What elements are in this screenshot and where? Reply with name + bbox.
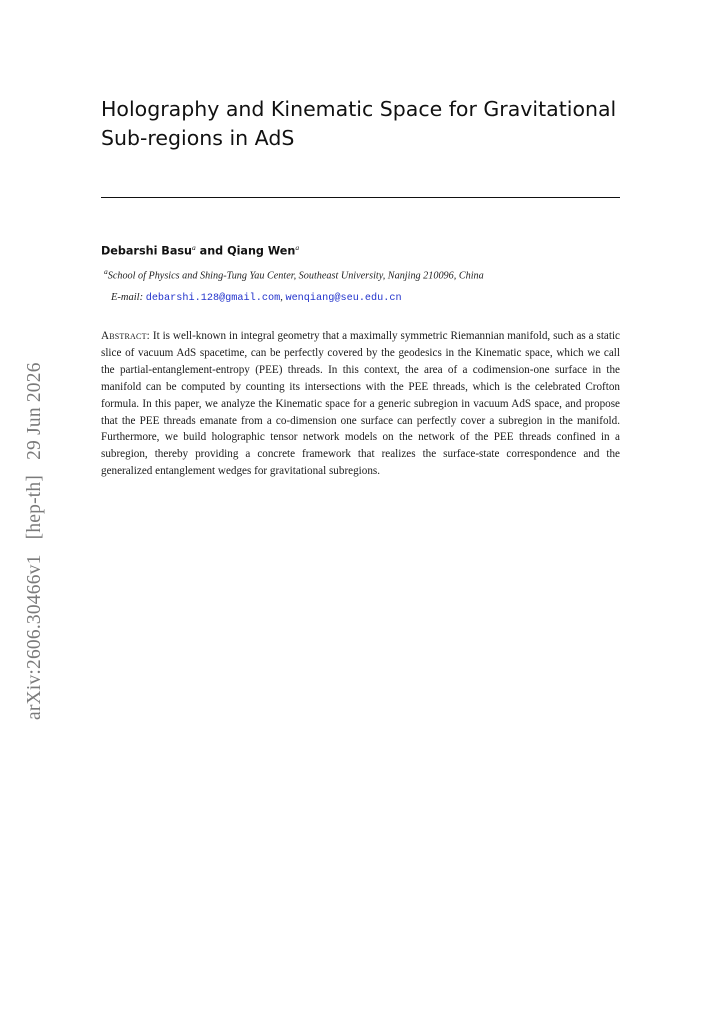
- abstract-heading: Abstract:: [101, 330, 150, 342]
- author-name: Qiang Wen: [227, 244, 296, 258]
- arxiv-id: arXiv:2606.30466v1: [24, 554, 45, 720]
- affiliation-mark: a: [104, 267, 108, 276]
- abstract-text: It is well-known in integral geometry that a maximally symmetric Riemannian manifold, such as a static slice of vacuum AdS spacetime, can be perfectly covered by the geodesics in the Kinematic space, which we call the partial-entanglement-entropy (PEE) threads. In this context, the area of a codimension-one surface in the manifold can be computed by counting its intersections with the PEE threads, which is the celebrated Crofton formula. In this paper, we analyze the Kinematic space for a generic subregion in vacuum AdS space, and propose that the PEE threads emanate from a co-dimension one surface can perfectly cover a subregion in the manifold. Furthermore, we build holographic tensor network models on the network of the PEE threads confined in a subregion, thereby providing a concrete framework that realizes the surface-state correspondence and the generalized entanglement wedges for gravitational subregions.: [101, 330, 620, 478]
- arxiv-identifier-stamp: [20, 290, 50, 720]
- arxiv-category: [hep-th]: [24, 474, 45, 540]
- affiliation-text: School of Physics and Shing-Tung Yau Center, Southeast University, Nanjing 210096, China: [107, 270, 484, 282]
- author-name: Debarshi Basu: [101, 244, 193, 258]
- affiliation-mark: a: [295, 243, 300, 252]
- affiliation-mark: a: [192, 243, 196, 252]
- paper-title: Holography and Kinematic Space for Gravitational Sub-regions in AdS: [101, 97, 617, 150]
- affiliation: [104, 267, 484, 281]
- arxiv-date: 29 Jun 2026: [24, 362, 45, 460]
- email-link[interactable]: debarshi.128@gmail.com: [145, 293, 281, 304]
- email-label: E-mail:: [111, 292, 144, 303]
- title-divider: [101, 197, 620, 198]
- email-separator: ,: [280, 292, 286, 303]
- author-separator: and: [195, 244, 228, 258]
- author-list: [101, 243, 299, 258]
- abstract: [101, 328, 620, 480]
- email-line: [111, 292, 402, 304]
- email-link[interactable]: wenqiang@seu.edu.cn: [285, 293, 402, 304]
